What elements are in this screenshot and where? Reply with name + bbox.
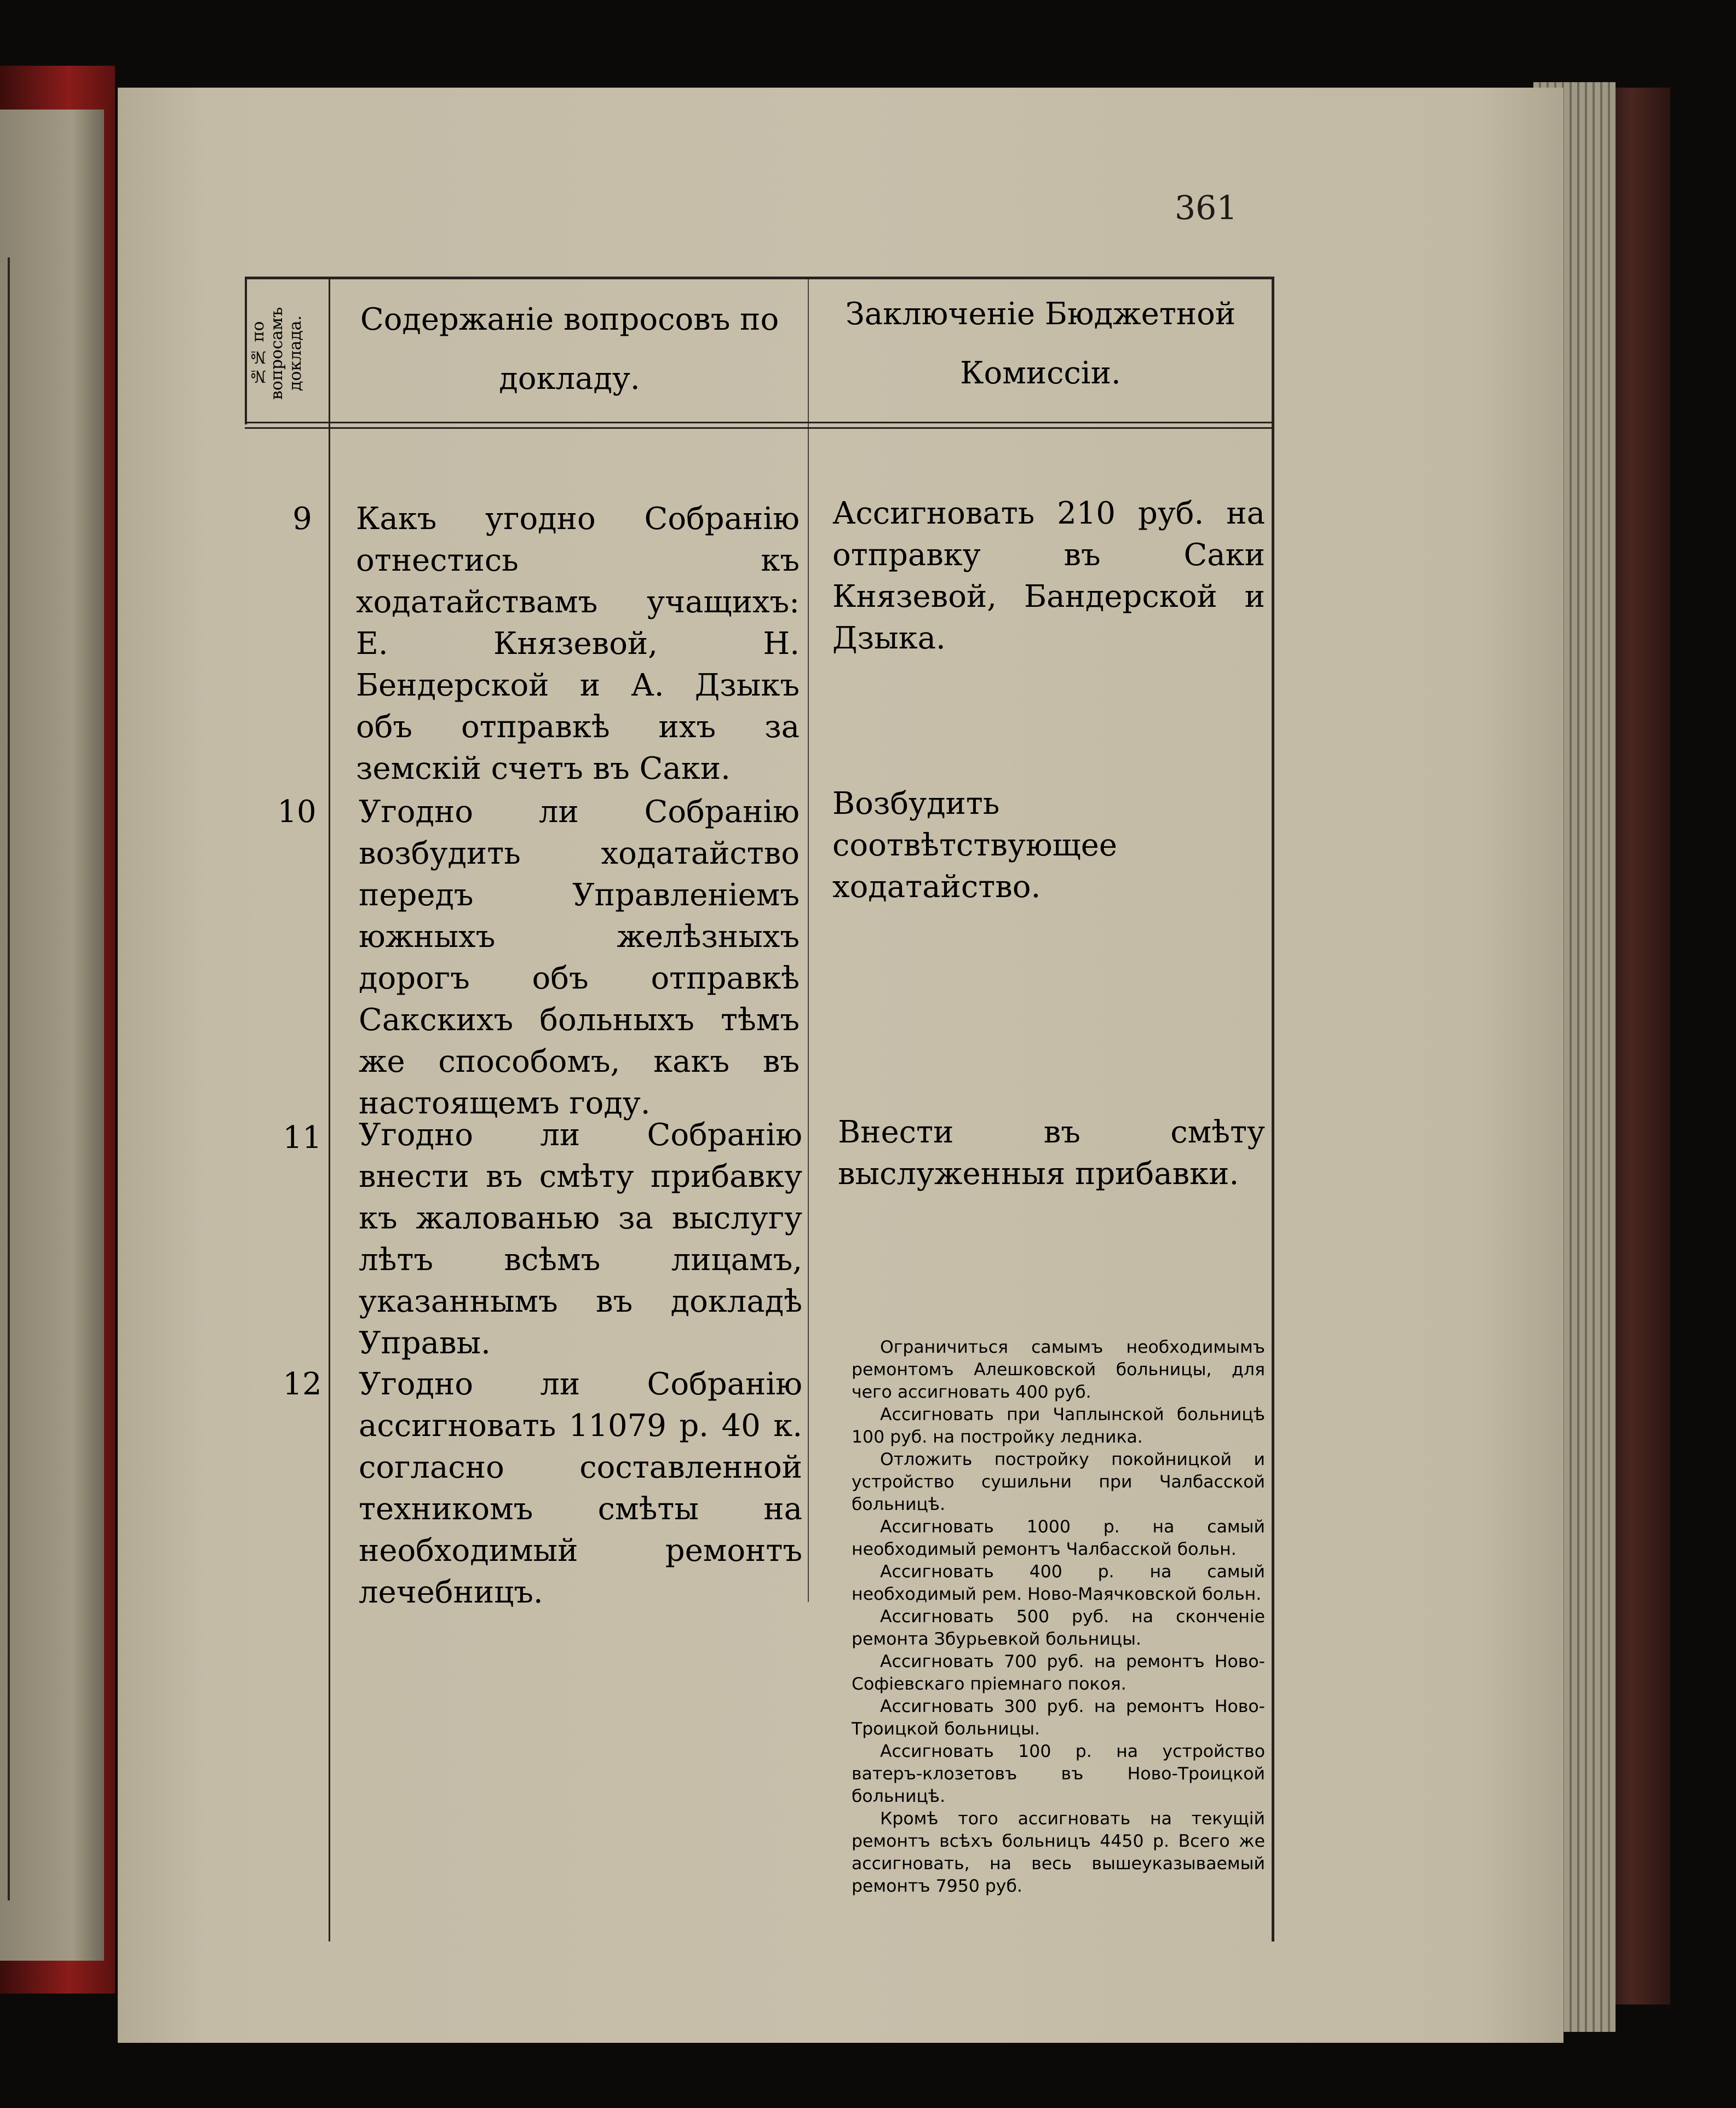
header-rule-1 [245,422,1274,423]
left-page-frame-line [0,257,10,1900]
row-10-conclusion: Возбудить соотвѣтствующее ходатайство. [832,786,1117,905]
col-divider-2 [808,277,809,1602]
header-conclusion-col [813,285,1268,403]
row-12-conclusion-item: Ассигновать 700 руб. на ремонтъ Ново-Софіевскаго пріемнаго покоя. [852,1652,1265,1694]
row-11-conclusion: Внести въ смѣту выслуженныя прибавки. [838,1115,1265,1192]
row-12-conclusion-item: Ассигновать 500 руб. на сконченіе ремонта Збурьевкой больницы. [852,1607,1265,1649]
row-12-conclusion-item: Ограничиться самымъ необходимымъ ремонтомъ Алешковской больницы, для чего ассигновать 400 руб. [852,1337,1265,1402]
header-conclusion-line1: Заключеніе Бюджетной [845,296,1236,332]
row-number-9: 9 [292,501,312,537]
row-number-11: 11 [283,1120,322,1156]
table-top-border [245,277,1274,279]
header-rule-2 [245,427,1274,429]
row-12-conclusion-item: Отложить постройку покойницкой и устройство сушильни при Чалбасской больницѣ. [852,1450,1265,1514]
row-9-question: Какъ угодно Собранію отнестись къ ходатайствамъ учащихъ: Е. Князевой, Н. Бендерской и А. Дзыкъ объ отправкѣ ихъ за земскій счетъ въ Саки. [356,501,800,786]
header-content-col [334,290,805,409]
row-10-question: Угодно ли Собранію возбудить ходатайство передъ Управленіемъ южныхъ желѣзныхъ дорогъ объ отправкѣ Сакскихъ больныхъ тѣмъ же способомъ, какъ въ настоящемъ году. [359,794,800,1121]
table-right-border [1272,277,1274,1942]
header-number-col: №№ по вопросамъ доклада. [249,307,305,400]
row-12-conclusion-item: Ассигновать 100 р. на устройство ватеръ-клозетовъ въ Ново-Троицкой больницѣ. [852,1742,1265,1806]
header-content-line2: докладу. [499,361,640,397]
row-12-conclusion-item: Ассигновать 1000 р. на самый необходимый ремонтъ Чалбасской больн. [852,1517,1265,1559]
row-number-12: 12 [283,1366,322,1402]
table-left-border [245,277,247,424]
row-12-conclusion-item: Кромѣ того ассигновать на текущій ремонтъ всѣхъ больницъ 4450 р. Всего же ассигновать, на весь вышеуказываемый ремонтъ 7950 руб. [852,1809,1265,1896]
header-content-line1: Содержаніе вопросовъ по [360,302,779,337]
row-9-conclusion: Ассигновать 210 руб. на отправку въ Саки Князевой, Бандерской и Дзыка. [832,496,1265,656]
left-page-fragment [0,110,104,1961]
row-12-conclusion-item: Ассигновать 400 р. на самый необходимый рем. Ново-Маячковской больн. [852,1562,1265,1604]
row-12-conclusion-item: Ассигновать при Чаплынской больницѣ 100 руб. на постройку ледника. [852,1405,1265,1447]
row-12-conclusion-item: Ассигновать 300 руб. на ремонтъ Ново-Троицкой больницы. [852,1697,1265,1739]
row-12-question: Угодно ли Собранію ассигновать 11079 р. 40 к. согласно составленной техникомъ смѣты на необходимый ремонтъ лечебницъ. [359,1366,802,1610]
row-12-conclusion-list [852,1336,1265,1898]
row-11-question: Угодно ли Собранію внести въ смѣту прибавку къ жалованью за выслугу лѣтъ всѣмъ лицамъ, указаннымъ въ докладѣ Управы. [359,1117,802,1361]
row-number-10: 10 [277,794,317,830]
header-conclusion-line2: Комиссіи. [960,355,1121,391]
page-number: 361 [1175,189,1238,227]
